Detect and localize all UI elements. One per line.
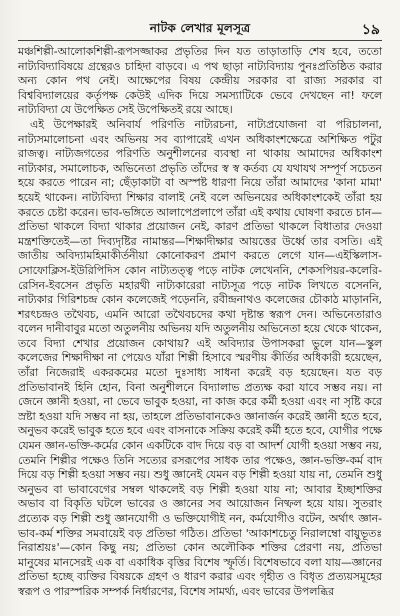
page-number: ১৯ — [361, 22, 380, 38]
body-text — [18, 45, 382, 600]
paragraph-2: এই উপেক্ষারই অনিবার্য পরিণতি নাট্যরচনা, নাট্যপ্রযোজনা বা পরিচালনা, নাট্যসমালোচনা এবং অভিনয় সব ব্যাপারেই এখন অধিকাংশক্ষেত্রে অশিক্ষিত পটুর রাজত্ব। নাট্যজগতের পরিণতি অনুশীলনের ব্যবস্থা না থাকায় আমাদের অধিকাংশ নাট্যকার, সমালোচক, অভিনেতা প্রভৃতি তাঁদের স্ব স্ব কর্তব্য যে যথাযথ সম্পূর্ণ সচেতন হয়ে করতে পারেন না; ছেঁড়াকাটা বা অস্পষ্ট ধারণা নিয়ে তাঁরা আমাদের 'কানা মামা' হয়েই থাকেন। নাট্যবিদ্যা শিক্ষার বালাই নেই বলে অভিনয়ের অধিকাংশকেই তাঁরা হয় করতে চেষ্টা করেন। ভাব-ভঙ্গিতে আলাপেপ্রলাপে তাঁরা এই কথায় ঘোষণা করতে চান—প্রতিভা থাকলে বিদ্যা থাকার প্রয়োজন নেই, কারণ প্রতিভা থাকলে বিধাতার দেওয়া মন্ত্রশক্তিতেই—তা দিব্যদৃষ্টির নামান্তর—শিক্ষাদীক্ষার আয়ত্তের উর্ধ্বে তার বসতি। এই জাতীয় অবিদ্যামহিমাকীর্তনীয়া কোনোকরণ প্রমাণ করতে লেগে যান—এইস্কিলাস-সোফোক্লিস-ইউরিপিদিস কোন নাট্যতত্ত্ব পড়ে নাটক লেখেননি, শেকসপিয়র-কলেরি-রেসিন-ইবসেন প্রভৃতি মহারথী নাট্যকারেরা নাট্যসূত্র পড়ে নাটক লিখতে বসেননি, নাট্যকার গিরিশচন্দ্র কোন কলেজেই পড়েননি, রবীন্দ্রনাথও কলেজের চৌকাঠ মাড়াননি, শরৎচন্দ্রও তথৈবচ, এমনি আরো তথৈবচদের কথা দৃষ্টান্ত স্বরূপ দেন। অভিনেতারাও বলেন দানীবাবুর মতো অতুলনীয় অভিনয় যদি অতুলনীয় অভিনেতা হয়ে থেকে থাকেন, তবে বিদ্যা শেখার প্রয়োজন কোথায়? এই অবিদ্যার উপাসকরা ভুলে যান—স্কুল কলেজের শিক্ষাদীক্ষা না পেয়েও যাঁরা শিল্পী হিসাবে স্মরণীয় কীর্তির অধিকারী হয়েছেন, তাঁরা নিজেরাই একরকমের মতো দুঃসাধ্য সাধনা করেই বড় হয়েছেন। যত বড় প্রতিভাবানই হিনি হোন, বিনা অনুশীলনে বিদ্যালাভ প্রত্যক্ষ করা যাবে সম্ভব নয়। না জেনে জ্ঞানী হওয়া, না ভেবে ভাবুক হওয়া, না কাজ করে কর্মী হওয়া এবং না সৃষ্টি করে স্রষ্টা হওয়া যদি সম্ভব না হয়, তাহলে প্রতিভাবানকেও জ্ঞানার্জন করেই জ্ঞানী হতে হবে, অনুভব করেই ভাবুক হতে হবে এবং বাসনাকে সক্রিয় করেই কর্মী হতে হবে, যোগীর পক্ষে যেমন জ্ঞান-ভক্তি-কর্মের কোন একটিকে বাদ দিয়ে বড় বা আদর্শ যোগী হওয়া সম্ভব নয়, তেমনি শিল্পীর পক্ষেও তিনি সত্যের রসরূপের সাধক তার পক্ষেও, জ্ঞান-ভক্তি-কর্ম বাদ দিয়ে বড় শিল্পী হওয়া সম্ভব নয়। শুধু জ্ঞানেই যেমন বড় শিল্পী হওয়া যায় না, তেমনি শুধু অনুভব বা ভাবাবেগের সম্বল থাকলেই বড় শিল্পী হওয়া যায় না; আবার ইচ্ছাশক্তির অভাব বা বিকৃতি ঘটলে ভাবের ও জ্ঞানের সব আয়োজন নিষ্ফল হয়ে যায়। সুতরাং প্রত্যেক বড় শিল্পী শুধু জ্ঞানযোগী ও ভক্তিযোগীই নন, কর্মযোগীও বটেন, অর্থাৎ জ্ঞান-ভাব-কর্ম শক্তির সমবায়েই বড় প্রতিভা গঠিত। প্রতিভা 'আকাশচেতু নিরালম্বো বায়ুভূতঃ নিরাশ্রয়ঃ'—কোন কিছু নয়; প্রতিভা কোন অলৌকিক শক্তির প্রেরণা নয়, প্রতিভা মানুষের মানসেরই এক বা একাধিক বৃত্তির বিশেষ স্ফূর্তি। বিশেষভাবে বলা যায়—জ্ঞানের প্রতিভা হচ্ছে ব্যক্তির বিষয়কে গ্রহণ ও ধারণ করার এবং গৃহীত ও বিধৃত প্রত্যয়সমূহের স্বরূপ ও পারস্পরিক সম্পর্ক নির্ধারণের, বিশেষ সামর্থ্য, এবং ভাবের উপলব্ধির — [18, 117, 382, 598]
paragraph-1: মঞ্চশিল্পী-আলোকশিল্পী-রূপসজ্জাকর প্রভৃতির দিন যত তাড়াতাড়ি শেষ হবে, ততো নাট্যবিদ্যাবিষয়ে গ্রন্থেরও চাহিদা বাড়বে। এ পথ ছাড়া নাট্যবিদ্যায় পুনঃপ্রতিষ্ঠিত করার অন্য কোন পথ নেই। আক্ষেপের বিষয় কেন্দ্রীয় সরকার বা রাজ্য সরকার বা বিশ্ববিদ্যালয়ের কর্তৃপক্ষ কেউই এদিক দিয়ে সমস্যাটিকে ভেবে দেখছেন না! ফলে নাট্যবিদ্যা যে উপেক্ষিত সেই উপেক্ষিতই রয়ে আছে। — [18, 45, 382, 117]
running-header — [18, 18, 382, 41]
running-title: নাটক লেখার মূলসূত্র — [149, 21, 251, 35]
